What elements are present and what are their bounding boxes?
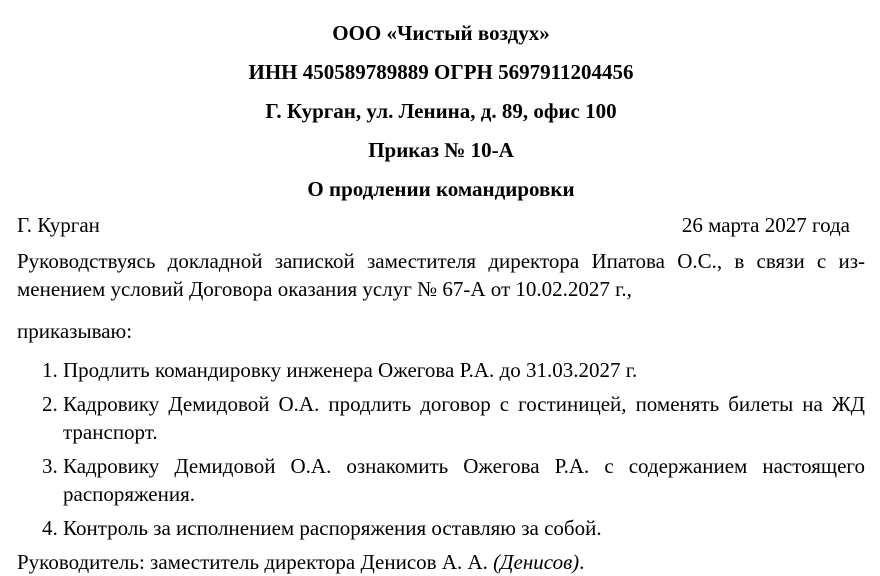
order-number: Приказ № 10-А [368, 138, 514, 162]
signature: (Денисов) [493, 550, 580, 574]
list-item: 1. Продлить командировку инженера Ожегова Р.А. до 31.03.2027 г. [63, 356, 865, 384]
date: 26 марта 2027 года [681, 213, 850, 237]
company-registration: ИНН 450589789889 ОГРН 5697911204456 [248, 60, 634, 84]
company-address: Г. Курган, ул. Ленина, д. 89, офис 100 [265, 99, 617, 123]
order-word: приказываю: [17, 319, 133, 343]
end-mark: . [579, 550, 585, 574]
signature-line [17, 548, 865, 576]
order-items-list [17, 356, 865, 542]
order-subject: О продлении командировки [307, 177, 575, 201]
place: Г. Курган [17, 213, 100, 237]
preamble: Руководствуясь докладной запиской заместителя директора Ипатова О.С., в связи с изменением условий Договора оказания услуг № 67-А от 10.02.2027 г., [17, 249, 865, 301]
list-item: 2. Кадровику Демидовой О.А. продлить договор с гостиницей, поменять билеты на ЖД транспорт. [63, 390, 865, 446]
place-date-row [17, 211, 865, 243]
list-item: 4. Контроль за исполнением распоряжения оставляю за собой. [63, 514, 865, 542]
list-item: 3. Кадровику Демидовой О.А. ознакомить Ожегова Р.А. с содержанием настоящего распоряжения. [63, 452, 865, 508]
company-name: ООО «Чистый воздух» [332, 21, 550, 45]
order-document [17, 15, 865, 576]
signer: Руководитель: заместитель директора Денисов А. А. [17, 550, 488, 574]
